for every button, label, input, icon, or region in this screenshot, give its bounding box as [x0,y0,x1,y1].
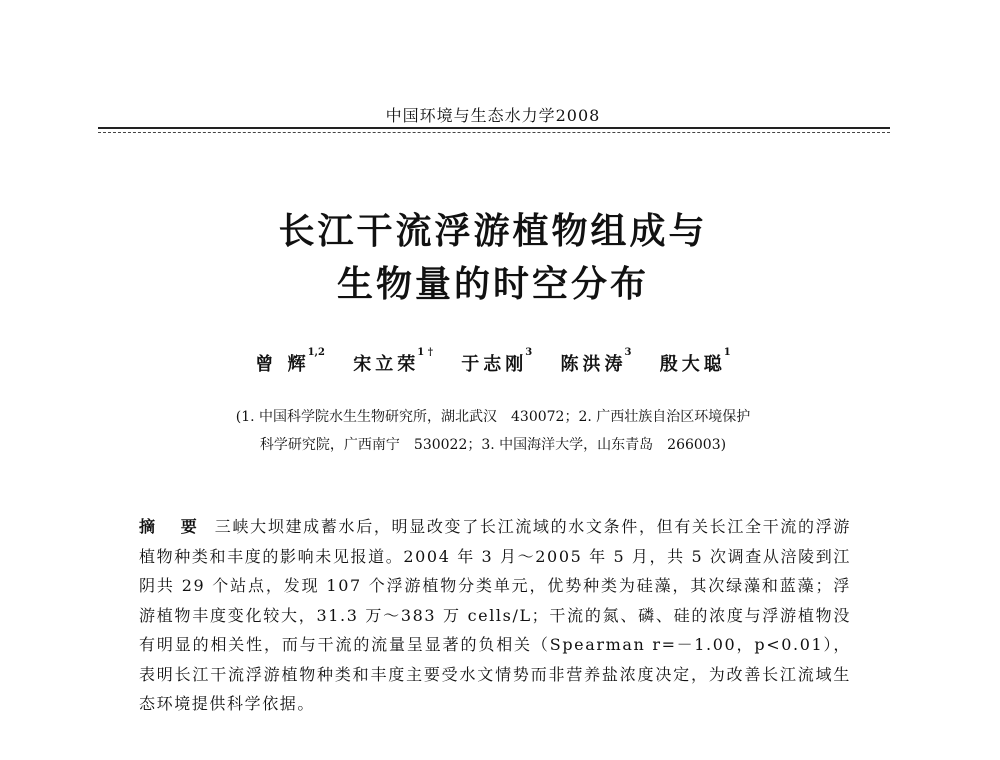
abstract [139,512,851,719]
author-name: 宋立荣 [353,354,420,375]
author [255,347,325,376]
author-name: 殷大聪 [659,354,726,375]
abstract-text: 三峡大坝建成蓄水后，明显改变了长江流域的水文条件，但有关长江全干流的浮游植物种类和丰度的影响未见报道。2004 年 3 月～2005 年 5 月，共 5 次调查从涪陵到江阴共 29 个站点，发现 107 个浮游植物分类单元，优势种类为硅藻，其次绿藻和蓝藻；浮游植物丰度变化较大，31.3 万～383 万 cells/L；干流的氮、磷、硅的浓度与浮游植物没有明显的相关性，而与干流的流量呈显著的负相关（Spearman r=－1.00，p<0.01），表明长江干流浮游植物种类和丰度主要受水文情势而非营养盐浓度决定，为改善长江流域生态环境提供科学依据。 [139,517,851,713]
author [560,347,632,376]
author-affiliation-mark: 1,2 [307,347,325,358]
paper-title-line-1: 长江干流浮游植物组成与 [278,211,708,252]
header-rule [98,127,890,129]
author-name: 陈洪涛 [560,354,627,375]
paper-title-line-2: 生物量的时空分布 [336,264,649,305]
author-name: 于志刚 [461,354,528,375]
affiliation-line-2: 科学研究院，广西南宁 530022；3. 中国海洋大学，山东青岛 266003) [259,437,727,453]
abstract-label: 摘 要 [139,517,207,536]
affiliation-line-1: (1. 中国科学院水生生物研究所，湖北武汉 430072；2. 广西壮族自治区环境保护 [235,409,751,425]
header-rule-dashed [98,132,890,133]
journal-header: 中国环境与生态水力学2008 [385,106,601,125]
author [461,347,533,376]
author-list [0,347,986,376]
author-affiliation-mark: 1 [723,347,731,358]
author-affiliation-mark: 3 [624,347,632,358]
author [353,347,433,376]
author-affiliation-mark: 1 † [417,347,433,358]
author-affiliation-mark: 3 [525,347,533,358]
author [659,347,731,376]
author-name: 曾 辉 [255,354,310,375]
